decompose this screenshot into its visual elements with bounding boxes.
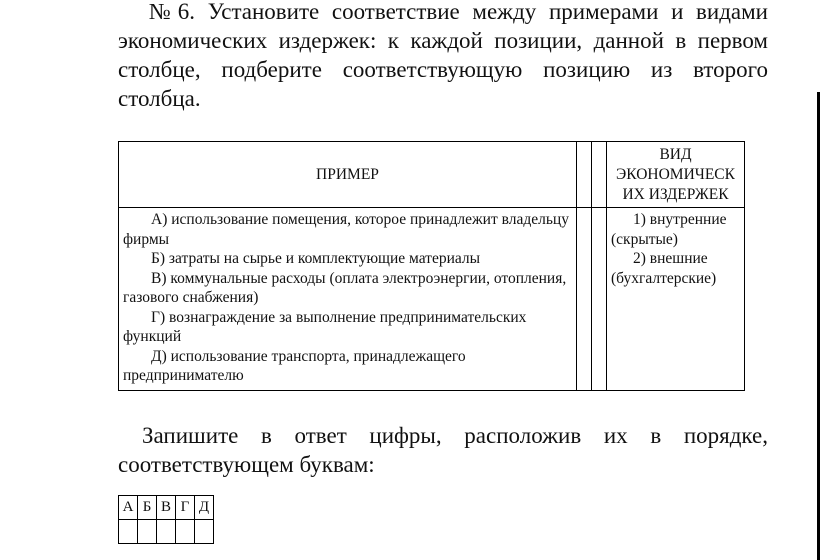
- answer-cell[interactable]: [138, 520, 157, 544]
- answer-letter: Б: [138, 496, 157, 520]
- task-intro-text: №6. Установите соответствие между примерами и видами экономических издержек: к каждой позиции, данной в первом столбце, подберите соответствующую позицию из второго столбца.: [118, 0, 768, 111]
- header-cost-type: [607, 142, 745, 208]
- example-item-b: Б) затраты на сырье и комплектующие материалы: [151, 250, 481, 267]
- answer-letters-row: [119, 496, 214, 520]
- answer-cell[interactable]: [119, 520, 138, 544]
- header-cost-type-line-3: ИХ ИЗДЕРЖЕК: [622, 185, 729, 203]
- answer-letter: Г: [176, 496, 195, 520]
- example-item-d: Д) использование транспорта, принадлежащего предпринимателю: [123, 347, 466, 384]
- example-item-v: В) коммунальные расходы (оплата электроэнергии, отопления, газового снабжения): [123, 269, 567, 306]
- answer-cell[interactable]: [176, 520, 195, 544]
- matching-table: [118, 141, 745, 391]
- answer-cell[interactable]: [157, 520, 176, 544]
- answer-letter: А: [119, 496, 138, 520]
- option-item-2: 2) внешние (бухгалтерские): [611, 250, 717, 287]
- header-cost-type-line-2: ЭКОНОМИЧЕСК: [616, 165, 735, 183]
- table-header-row: [119, 142, 745, 208]
- header-gap-2: [592, 142, 607, 208]
- task-intro: [118, 0, 768, 113]
- answer-instruction: [118, 421, 768, 479]
- examples-cell: [119, 208, 577, 391]
- answer-instruction-text: Запишите в ответ цифры, расположив их в порядке, соответствующем буквам:: [118, 423, 768, 477]
- header-gap-1: [577, 142, 592, 208]
- answer-cell[interactable]: [195, 520, 214, 544]
- answer-grid: [118, 495, 214, 544]
- page-edge-line: [817, 92, 820, 560]
- answer-letter: Д: [195, 496, 214, 520]
- header-example: ПРИМЕР: [119, 142, 577, 208]
- option-item-1: 1) внутренние (скрытые): [611, 211, 727, 248]
- answer-values-row: [119, 520, 214, 544]
- header-cost-type-line-1: ВИД: [659, 145, 692, 163]
- answer-letter: В: [157, 496, 176, 520]
- options-cell: [607, 208, 745, 391]
- example-item-a: А) использование помещения, которое принадлежит владельцу фирмы: [123, 211, 569, 248]
- example-item-g: Г) вознаграждение за выполнение предпринимательских функций: [123, 308, 527, 345]
- table-body-row: [119, 208, 745, 391]
- body-gap-2: [592, 208, 607, 391]
- body-gap-1: [577, 208, 592, 391]
